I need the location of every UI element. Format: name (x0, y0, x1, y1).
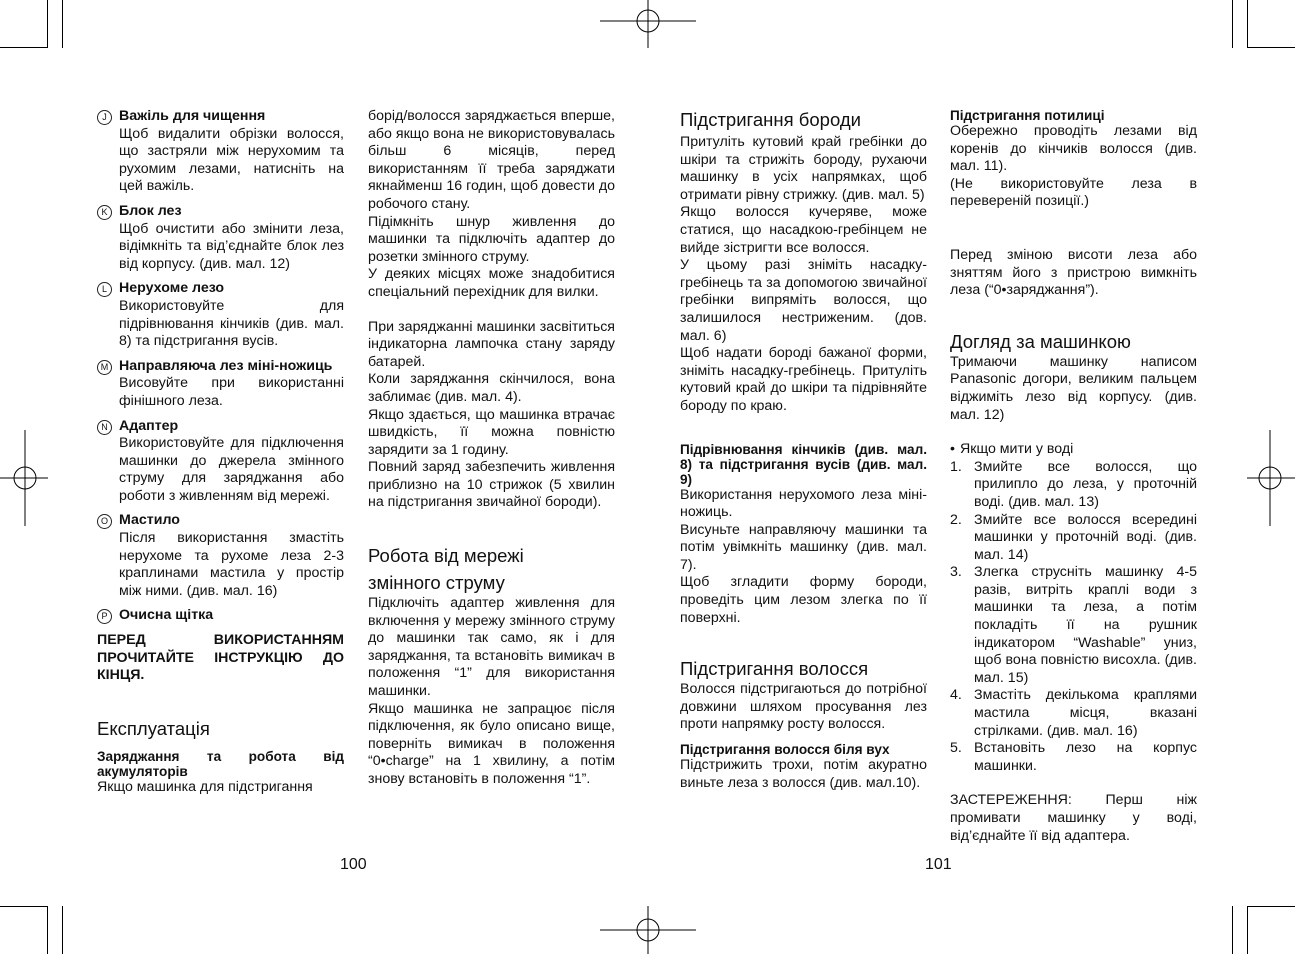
paragraph: Підстрижить трохи, потім акуратно виньте леза з волосся (див. мал.10). (680, 757, 927, 791)
part-description: Щоб очистити або змінити леза, відімкніть та від’єднайте блок лез від корпусу. (див. мал. 12) (119, 220, 344, 272)
paragraph: (Не використовуйте леза в перевереній позиції.) (950, 175, 1197, 210)
paragraph: Коли заряджання скінчилося, вона заблимає (див. мал. 4). (368, 371, 615, 405)
paragraph: Притуліть кутовий край гребінки до шкіри та стрижіть бороду, рухаючи машинку в усіх напрямках, щоб отримати рівну стрижку. (див. мал. 5) (680, 134, 927, 203)
subsection-heading: Заряджання та робота від акумуляторів (97, 748, 344, 779)
paragraph: Волосся підстригаються до потрібної довжини шляхом просування лез проти напрямку росту волосся. (680, 681, 927, 733)
part-name: Блок лез (119, 202, 182, 219)
part-item (97, 280, 344, 350)
part-letter-icon: K (97, 205, 112, 220)
paragraph: борід/волосся заряджається вперше, або якщо вона не використовувалась більш 6 місяців, перед використанням її треба заряджати якнайменш 16 годин, щоб довести до робочого стану. (368, 108, 615, 212)
paragraph: Якщо машинка не запрацює після підключення, як було описано вище, поверніть вимикач в положення “0•charge” на 1 хвилину, а потім знову встановіть в положення “1”. (368, 700, 615, 787)
paragraph: Щоб надати бороді бажаної форми, зніміть насадку-гребінець. Притуліть кутовий край до шкіри та підрівняйте бороду по краю. (680, 345, 927, 414)
part-item (97, 108, 344, 196)
part-item (97, 203, 344, 273)
section-heading: Робота від мережі (368, 545, 524, 567)
crop-mark (1247, 906, 1248, 954)
registration-mark-icon (600, 906, 696, 954)
paragraph: Якщо волосся кучеряве, може статися, що насадкою-гребінцем не вийде зістригти все волосся. (680, 204, 927, 256)
section-heading: Підстригання бороди (680, 109, 861, 130)
subsection-heading: Підстригання потилиці (950, 108, 1105, 123)
registration-mark-icon (600, 0, 696, 48)
part-name: Важіль для чищення (119, 108, 266, 124)
left-page-column-1 (97, 108, 344, 796)
section-heading: Догляд за машинкою (950, 330, 1131, 352)
page-number-right: 101 (925, 856, 952, 873)
crop-mark (1232, 906, 1233, 954)
part-name: Направляюча лез міні-ножиць (119, 357, 333, 374)
crop-mark (0, 47, 47, 48)
paragraph: У деяких місцях може знадобитися спеціальний перехідник для вилки. (368, 266, 615, 300)
cleaning-steps-list (950, 459, 1197, 776)
paragraph: У цьому разі зніміть насадку-гребінець та за допомогою звичайної гребінки випряміть волосся, що залишилося нестриженим. (дов. мал. 6) (680, 257, 927, 344)
section-heading: змінного струму (368, 572, 505, 594)
part-description: Використовуйте для підрівнювання кінчиків (див. мал. 8) та підстригання вусів. (119, 297, 344, 350)
crop-mark (47, 906, 48, 954)
bullet-item (950, 441, 1197, 459)
warning-text: ПЕРЕД ВИКОРИСТАННЯМ ПРОЧИТАЙТЕ ІНСТРУКЦІЮ ДО КІНЦЯ. (97, 632, 344, 684)
part-description: Щоб видалити обрізки волосся, що застряли між нерухомим та рухомим лезами, натисніть на цей важіль. (119, 125, 344, 195)
left-page-column-2 (368, 108, 615, 789)
part-description: Використовуйте для підключення машинки до джерела змінного струму для заряджання або роботи з живленням від мережі. (119, 435, 344, 504)
paragraph: Якщо здається, що машинка втрачає швидкість, її можна повністю зарядити за 1 годину. (368, 406, 615, 458)
crop-mark (1248, 906, 1295, 907)
crop-mark (62, 906, 63, 954)
part-item (97, 607, 344, 625)
page-number-left: 100 (340, 856, 367, 873)
paragraph: Висуньте направляючу машинки та потім увімкніть машинку (див. мал. 7). (680, 521, 927, 573)
crop-mark (62, 0, 63, 48)
part-name: Нерухоме лезо (119, 280, 225, 297)
paragraph: Підключіть адаптер живлення для включення у мережу змінного струму до машинки так само, як і для заряджання, та встановіть вимикач в положення “1” для використання машинки. (368, 595, 615, 700)
section-heading: Підстригання волосся (680, 658, 869, 680)
list-item: 5. Встановіть лезо на корпус машинки. (950, 740, 1197, 774)
paragraph: Підімкніть шнур живлення до машинки та підключіть адаптер до розетки змінного струму. (368, 213, 615, 265)
right-page-column-2 (950, 108, 1197, 845)
paragraph: Тримаючи машинку написом Panasonic догори, великим пальцем віджиміть лезо від корпусу. (див. мал. 12) (950, 353, 1197, 423)
paragraph: Якщо машинка для підстригання (97, 778, 313, 795)
paragraph: Повний заряд забезпечить живлення приблизно на 10 стрижок (5 хвилин на підстригання звичайної бороди). (368, 459, 615, 511)
paragraph: При заряджанні машинки засвітиться індикаторна лампочка стану заряду батарей. (368, 318, 615, 370)
list-item: 3. Злегка струсніть машинку 4-5 разів, витріть краплі води з машинки та леза, а потім покладіть її на рушник індикатором “Washable” униз, щоб вона повністю висохла. (див. мал. 15) (950, 564, 1197, 686)
crop-mark (47, 0, 48, 48)
caution-text: ЗАСТЕРЕЖЕННЯ: Перш ніж промивати машинку у воді, від’єднайте її від адаптера. (950, 792, 1197, 844)
part-letter-icon: J (97, 110, 112, 125)
part-item (97, 358, 344, 411)
part-letter-icon: N (97, 420, 112, 435)
crop-mark (0, 906, 47, 907)
list-item: 2. Змийте все волосся всередині машинки у проточній воді. (див. мал. 14) (950, 511, 1197, 563)
crop-mark (1247, 0, 1248, 48)
part-description: Після використання змастіть нерухоме та рухоме леза 2-3 краплинами мастила у простір між ними. (див. мал. 16) (119, 530, 344, 599)
paragraph: Перед зміною висоти леза або зняттям його з пристрою вимкніть леза (“0•заряджання”). (950, 246, 1197, 299)
part-letter-icon: L (97, 282, 112, 297)
paragraph: Обережно проводіть лезами від коренів до кінчиків волосся (див. мал. 11). (950, 123, 1197, 175)
crop-mark (1232, 0, 1233, 48)
subsection-heading: Підстригання волосся біля вух (680, 742, 890, 758)
part-letter-icon: O (97, 514, 112, 529)
list-item: 4. Змастіть декількома краплями мастила місця, вказані стрілками. (див. мал. 16) (950, 687, 1197, 739)
part-letter-icon: P (97, 609, 112, 624)
bullet-icon: • (950, 441, 955, 458)
part-name: Мастило (119, 512, 180, 529)
crop-mark (1248, 47, 1295, 48)
part-name: Адаптер (119, 417, 179, 434)
right-page-column-1 (680, 108, 927, 792)
part-letter-icon: M (97, 360, 112, 375)
part-name: Очисна щітка (119, 607, 214, 624)
subsection-heading: Підрівнювання кінчиків (див. мал. 8) та підстригання вусів (див. мал. 9) (680, 441, 927, 487)
bullet-text: Якщо мити у воді (960, 441, 1074, 458)
registration-mark-icon (1247, 430, 1295, 526)
part-description: Висовуйте при використанні фінішного леза. (119, 375, 344, 409)
registration-mark-icon (0, 430, 48, 526)
paragraph: Щоб згладити форму бороди, проведіть цим лезом злегка по її поверхні. (680, 574, 927, 626)
part-item (97, 418, 344, 506)
paragraph: Використання нерухомого леза міні-ножиць. (680, 486, 927, 521)
section-heading: Експлуатація (97, 717, 210, 739)
list-item: 1. Змийте все волосся, що прилипло до леза, у проточній воді. (див. мал. 13) (950, 458, 1197, 510)
part-item (97, 512, 344, 600)
